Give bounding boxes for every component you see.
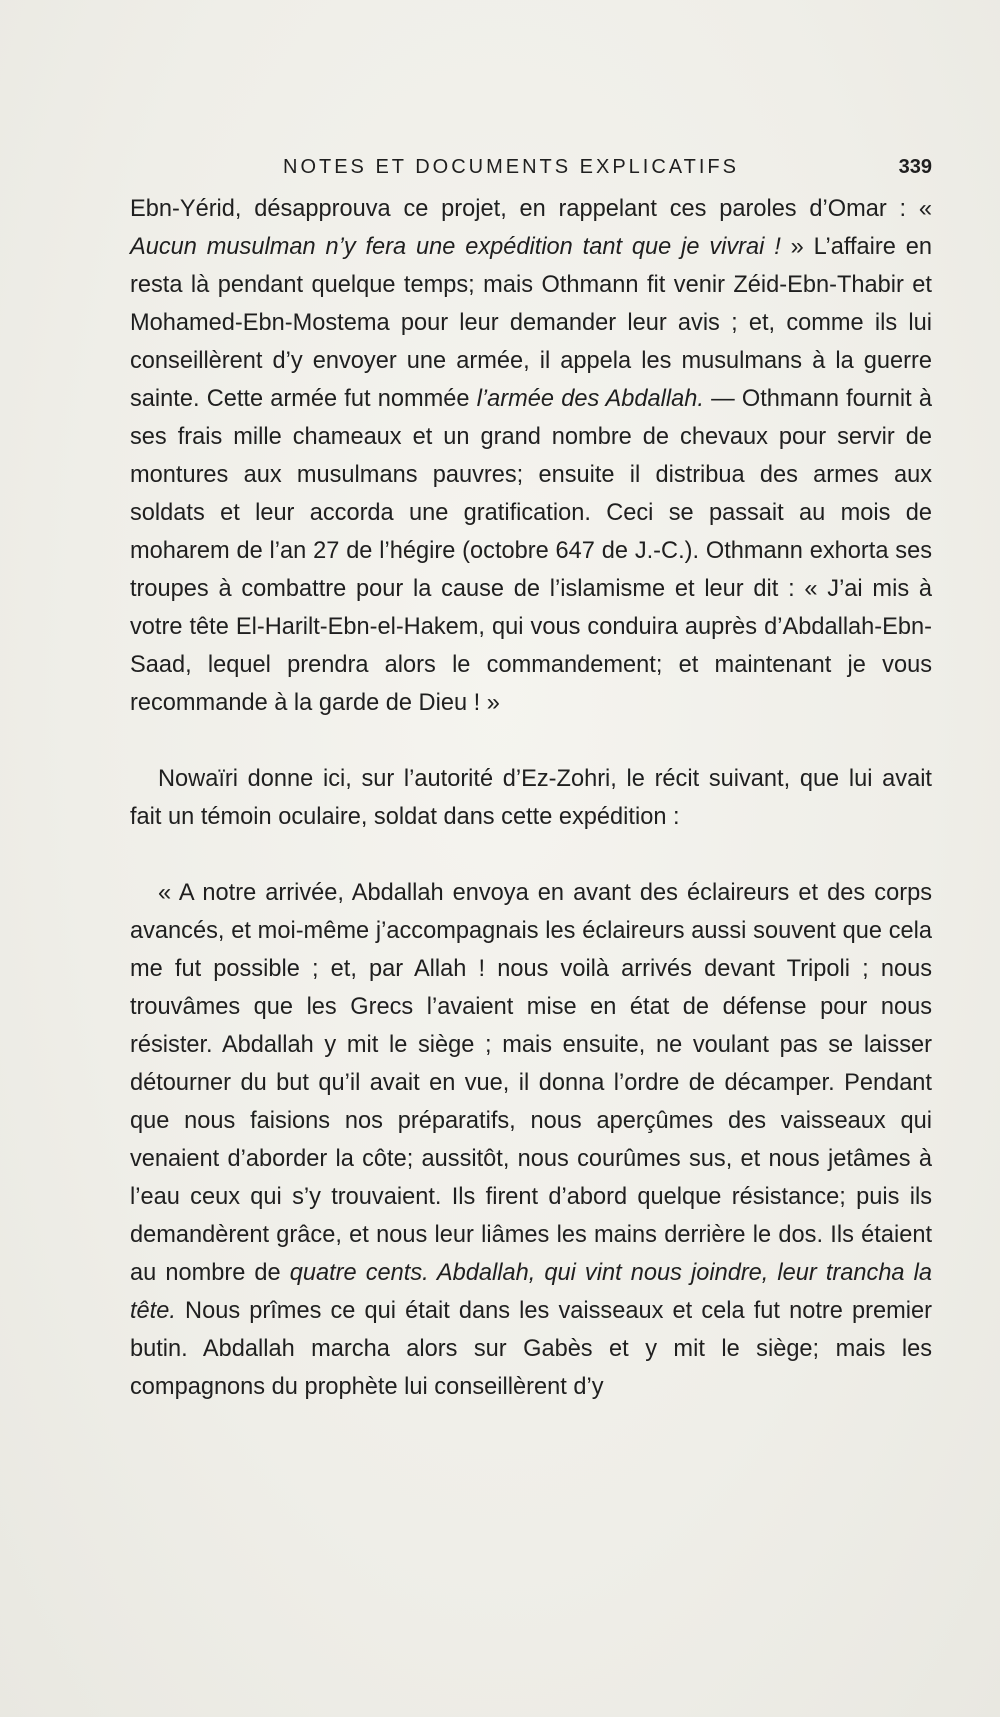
army-name-italic: l’armée des Abdallah. (476, 386, 704, 412)
paragraph-2: Nowaïri donne ici, sur l’autorité d’Ez-Zohri, le récit suivant, que lui avait fait un témoin oculaire, soldat dans cette expédition : (130, 766, 932, 830)
paragraph-3-text-b: Nous prîmes ce qui était dans les vaisseaux et cela fut notre premier butin. Abdallah marcha alors sur Gabès et y mit le siège; mais les compagnons du prophète lui conseillèrent d’y (130, 1298, 932, 1400)
paragraph-1 (130, 190, 932, 722)
running-title: NOTES ET DOCUMENTS EXPLICATIFS (283, 156, 739, 178)
quote-italic: Aucun musulman n’y fera une expédition tant que je vivrai ! (130, 234, 781, 260)
paragraph-3-italic: quatre cents. Abdallah, qui vint nous joindre, leur trancha la tête. (130, 1260, 933, 1324)
paragraph-1-text-a: Ebn-Yérid, désapprouva ce projet, en rappelant ces paroles d’Omar : « (130, 196, 932, 222)
paragraph-3-text-a: « A notre arrivée, Abdallah envoya en avant des éclaireurs et des corps avancés, et moi-même j’accompagnais les éclaireurs aussi souvent que cela me fut possible ; et, par Allah ! nous voilà arrivés devant Tripoli ; nous trouvâmes que les Grecs l’avaient mise en état de défense pour nous résister. Abdallah y mit le siège ; mais ensuite, ne voulant pas se laisser détourner du but qu’il avait en vue, il donna l’ordre de décamper. Pendant que nous faisions nos préparatifs, nous aperçûmes des vaisseaux qui venaient d’aborder la côte; aussitôt, nous courûmes sus, et nous jetâmes à l’eau ceux qui s’y trouvaient. Ils firent d’abord quelque résistance; puis ils demandèrent grâce, et nous leur liâmes les mains derrière le dos. Ils étaient au nombre de (130, 880, 932, 1286)
paragraph-1-text-b: » L’affaire en resta là pendant quelque temps; mais Othmann fit venir Zéid-Ebn-Thabir et Mohamed-Ebn-Mostema pour leur demander leur avis ; et, comme ils lui conseillèrent d’y envoyer une armée, il appela les musulmans à la guerre sainte. Cette armée fut nommée (130, 234, 932, 412)
page-header (130, 156, 932, 186)
page-number: 339 (898, 156, 932, 178)
paragraph-3 (130, 874, 932, 1406)
paragraph-1-text-c: — Othmann fournit à ses frais mille chameaux et un grand nombre de chevaux pour servir de montures aux musulmans pauvres; ensuite il distribua des armes aux soldats et leur accorda une gratification. Ceci se passait au mois de moharem de l’an 27 de l’hégire (octobre 647 de J.-C.). Othmann exhorta ses troupes à combattre pour la cause de l’islamisme et leur dit : « J’ai mis à votre tête El-Harilt-Ebn-el-Hakem, qui vous conduira auprès d’Abdallah-Ebn-Saad, lequel prendra alors le commandement; et maintenant je vous recommande à la garde de Dieu ! » (130, 386, 932, 716)
page-body (130, 190, 932, 1406)
